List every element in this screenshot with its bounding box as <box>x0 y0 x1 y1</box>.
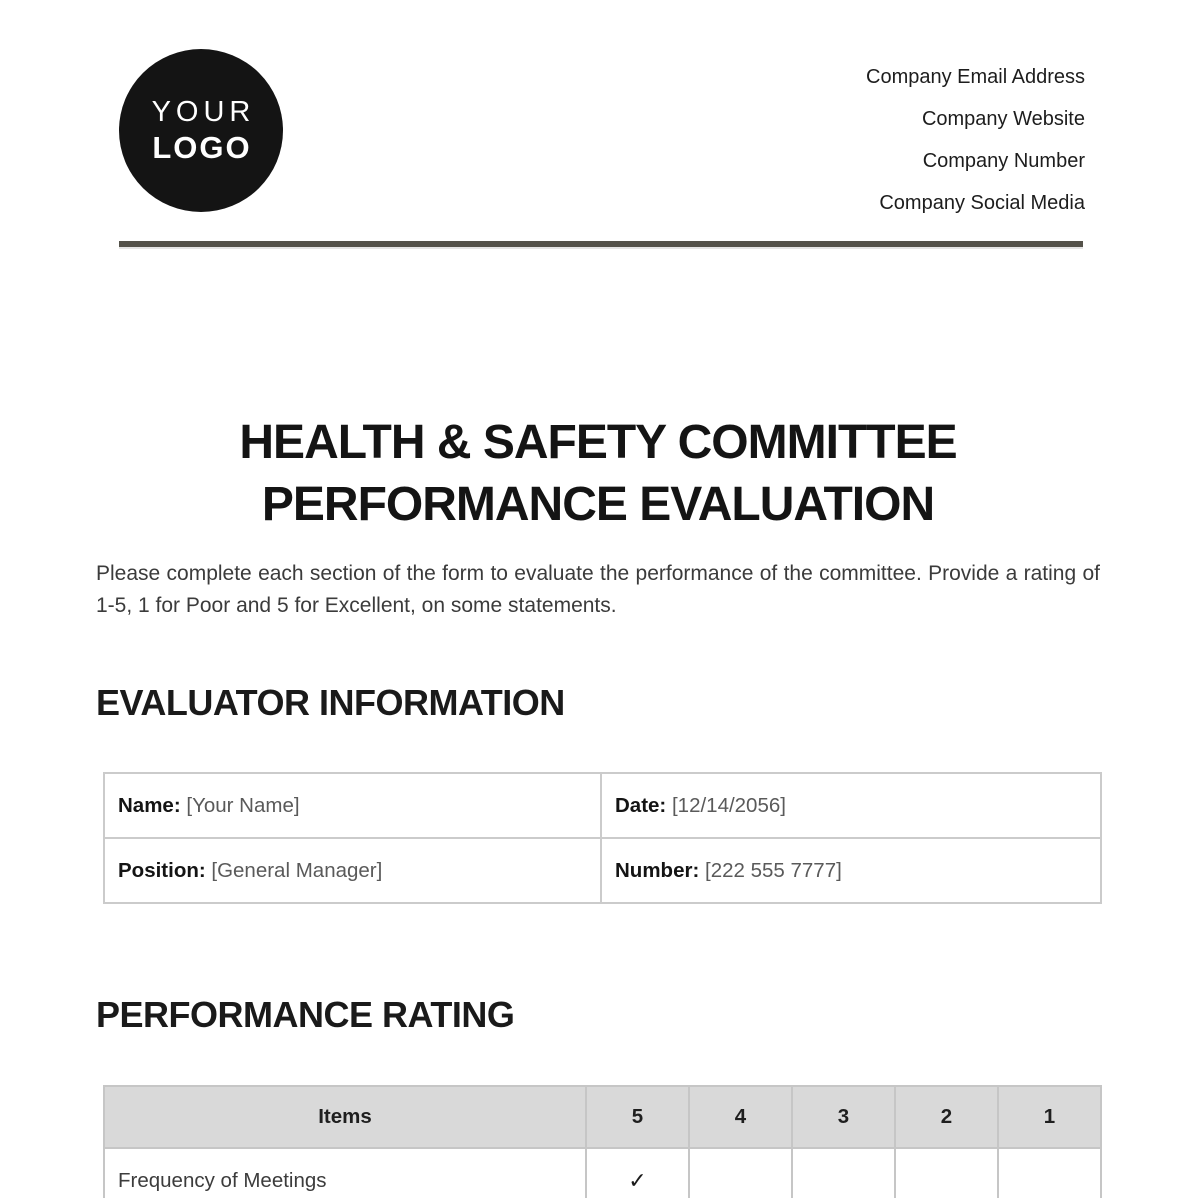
table-row <box>104 773 1101 838</box>
logo-text-your: YOUR <box>151 95 256 128</box>
rating-header-5: 5 <box>586 1086 689 1148</box>
rating-header-items: Items <box>104 1086 586 1148</box>
rating-cell-3[interactable] <box>792 1148 895 1198</box>
position-field[interactable] <box>104 838 601 903</box>
document-title <box>96 412 1100 536</box>
performance-rating-heading: PERFORMANCE RATING <box>96 994 515 1035</box>
rating-header-2: 2 <box>895 1086 998 1148</box>
rating-header-row <box>104 1086 1101 1148</box>
header-divider <box>119 241 1083 247</box>
evaluator-information-table <box>103 772 1102 904</box>
company-email-address: Company Email Address <box>866 66 1085 88</box>
performance-rating-table <box>103 1085 1102 1198</box>
number-field-value[interactable]: [222 555 7777] <box>705 858 842 882</box>
position-field-value[interactable]: [General Manager] <box>211 858 383 882</box>
name-field-value[interactable]: [Your Name] <box>186 793 300 817</box>
company-number: Company Number <box>922 150 1085 172</box>
position-field-label: Position: <box>118 858 206 882</box>
rating-row <box>104 1148 1101 1198</box>
date-field[interactable] <box>601 773 1101 838</box>
rating-item-label: Frequency of Meetings <box>104 1148 586 1198</box>
rating-cell-2[interactable] <box>895 1148 998 1198</box>
name-field[interactable] <box>104 773 601 838</box>
table-row <box>104 838 1101 903</box>
rating-header-1: 1 <box>998 1086 1101 1148</box>
company-social-media: Company Social Media <box>879 192 1085 214</box>
company-website: Company Website <box>921 108 1085 130</box>
evaluator-information-heading: EVALUATOR INFORMATION <box>96 682 565 723</box>
rating-cell-4[interactable] <box>689 1148 792 1198</box>
logo-text-logo: LOGO <box>152 129 252 165</box>
rating-cell-5[interactable]: ✓ <box>586 1148 689 1198</box>
name-field-label: Name: <box>118 793 181 817</box>
company-contact-block <box>866 56 1085 224</box>
rating-header-3: 3 <box>792 1086 895 1148</box>
rating-header-4: 4 <box>689 1086 792 1148</box>
intro-paragraph: Please complete each section of the form to evaluate the performance of the committee. Provide a rating of 1-5, 1 for Poor and 5 for Excellent, on some statements. <box>96 562 1100 617</box>
date-field-label: Date: <box>615 793 667 817</box>
date-field-value[interactable]: [12/14/2056] <box>671 793 786 817</box>
company-logo <box>119 49 283 212</box>
document-title-line1: HEALTH & SAFETY COMMITTEE <box>239 416 957 469</box>
number-field-label: Number: <box>615 858 700 882</box>
document-title-line2: PERFORMANCE EVALUATION <box>261 478 935 531</box>
rating-cell-1[interactable] <box>998 1148 1101 1198</box>
number-field[interactable] <box>601 838 1101 903</box>
